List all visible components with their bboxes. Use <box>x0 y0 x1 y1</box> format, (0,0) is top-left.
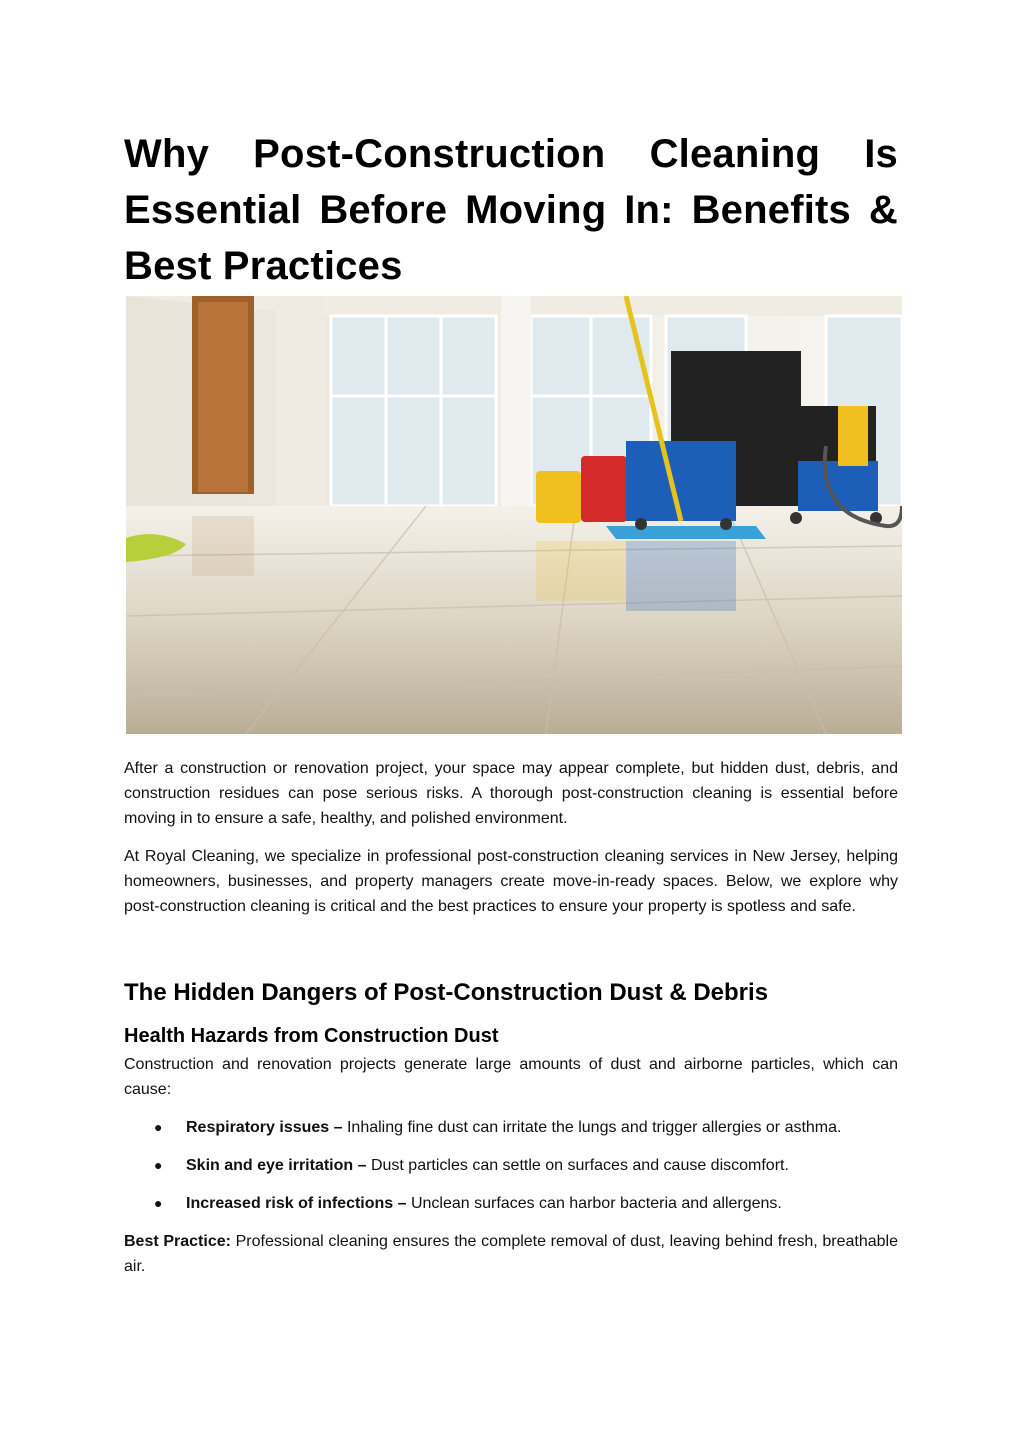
cleaning-supplies-photo-icon <box>126 296 902 734</box>
section-heading: The Hidden Dangers of Post-Construction Dust & Debris <box>124 979 769 1006</box>
bullet-icon: ● <box>154 1157 163 1173</box>
page-title: Why Post-Construction Cleaning Is Essential Before Moving In: Benefits & Best Practices <box>124 132 898 288</box>
list-item-text: Unclean surfaces can harbor bacteria and allergens. <box>406 1195 782 1212</box>
article-body <box>124 756 898 1292</box>
list-item-term: Skin and eye irritation – <box>186 1157 367 1174</box>
section-subheading: Health Hazards from Construction Dust <box>124 1025 499 1047</box>
best-practice-text: Professional cleaning ensures the complete removal of dust, leaving behind fresh, breathable air. <box>124 1233 899 1275</box>
bullet-icon: ● <box>154 1119 163 1135</box>
hero-image <box>126 296 902 734</box>
list-item-term: Respiratory issues – <box>186 1119 343 1136</box>
bullet-icon: ● <box>154 1195 163 1211</box>
list-item-text: Inhaling fine dust can irritate the lungs and trigger allergies or asthma. <box>342 1119 842 1136</box>
best-practice-paragraph <box>124 1229 898 1279</box>
best-practice-label: Best Practice: <box>124 1233 231 1250</box>
article-header <box>124 126 898 294</box>
intro-paragraph-1: After a construction or renovation project, your space may appear complete, but hidden dust, debris, and construction residues can pose serious risks. A thorough post-construction cleaning is essential before moving in to ensure a safe, healthy, and polished environment. <box>124 760 898 827</box>
list-item-text: Dust particles can settle on surfaces and cause discomfort. <box>366 1157 789 1174</box>
intro-paragraph-2: At Royal Cleaning, we specialize in professional post-construction cleaning services in New Jersey, helping homeowners, businesses, and property managers create move-in-ready spaces. Below, we explore why post-construction cleaning is critical and the best practices to ensure your property is spotless and safe. <box>124 848 898 915</box>
hazards-list <box>124 1115 898 1216</box>
list-item-term: Increased risk of infections – <box>186 1195 407 1212</box>
list-item <box>124 1191 898 1216</box>
list-item <box>124 1115 898 1140</box>
section-lead: Construction and renovation projects generate large amounts of dust and airborne particles, which can cause: <box>124 1056 898 1098</box>
list-item <box>124 1153 898 1178</box>
